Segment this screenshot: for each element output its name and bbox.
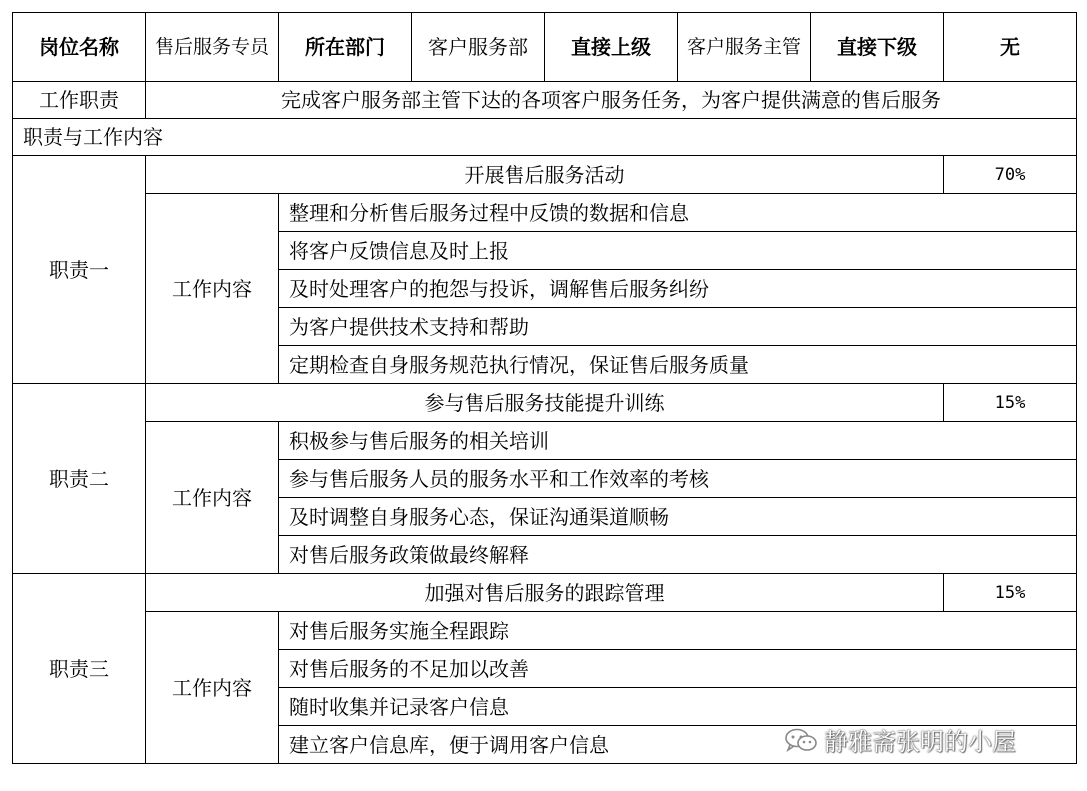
duty-name: 职责三 [13,574,146,764]
duty-title: 开展售后服务活动 [146,156,944,194]
department-label: 所在部门 [279,13,412,82]
duty-item: 对售后服务政策做最终解释 [279,536,1077,574]
work-content-label: 工作内容 [146,194,279,384]
duty-item: 对售后服务实施全程跟踪 [279,612,1077,650]
duty-title: 参与售后服务技能提升训练 [146,384,944,422]
section-title: 职责与工作内容 [13,119,1077,156]
duty-item: 定期检查自身服务规范执行情况，保证售后服务质量 [279,346,1077,384]
section-title-row [13,119,1077,156]
duty-item-row [13,612,1077,650]
duty-title-row [13,574,1077,612]
job-duty-text: 完成客户服务部主管下达的各项客户服务任务，为客户提供满意的售后服务 [146,82,1077,119]
duty-item: 及时调整自身服务心态，保证沟通渠道顺畅 [279,498,1077,536]
duty-title: 加强对售后服务的跟踪管理 [146,574,944,612]
position-value: 售后服务专员 [146,13,279,82]
work-content-label: 工作内容 [146,612,279,764]
duty-weight: 15% [944,384,1077,422]
duty-item-row [13,422,1077,460]
duty-item: 对售后服务的不足加以改善 [279,650,1077,688]
duty-title-row [13,156,1077,194]
subordinate-value: 无 [944,13,1077,82]
duty-weight: 15% [944,574,1077,612]
work-content-label: 工作内容 [146,422,279,574]
subordinate-label: 直接下级 [811,13,944,82]
job-duty-row [13,82,1077,119]
superior-value: 客户服务主管 [678,13,811,82]
duty-name: 职责一 [13,156,146,384]
duty-item: 将客户反馈信息及时上报 [279,232,1077,270]
position-label: 岗位名称 [13,13,146,82]
duty-item: 积极参与售后服务的相关培训 [279,422,1077,460]
wechat-icon [784,727,818,753]
header-row [13,13,1077,82]
duty-item-row [13,194,1077,232]
watermark [784,722,1016,757]
duty-item: 参与售后服务人员的服务水平和工作效率的考核 [279,460,1077,498]
duty-name: 职责二 [13,384,146,574]
superior-label: 直接上级 [545,13,678,82]
duty-item: 随时收集并记录客户信息 [279,688,1077,726]
job-description-table [12,12,1077,764]
duty-item: 及时处理客户的抱怨与投诉，调解售后服务纠纷 [279,270,1077,308]
duty-item: 为客户提供技术支持和帮助 [279,308,1077,346]
duty-item: 整理和分析售后服务过程中反馈的数据和信息 [279,194,1077,232]
department-value: 客户服务部 [412,13,545,82]
job-duty-label: 工作职责 [13,82,146,119]
duty-item: 建立客户信息库，便于调用客户信息 [279,726,1077,764]
watermark-text: 静雅斋张明的小屋 [824,728,1016,756]
duty-title-row [13,384,1077,422]
duty-weight: 70% [944,156,1077,194]
